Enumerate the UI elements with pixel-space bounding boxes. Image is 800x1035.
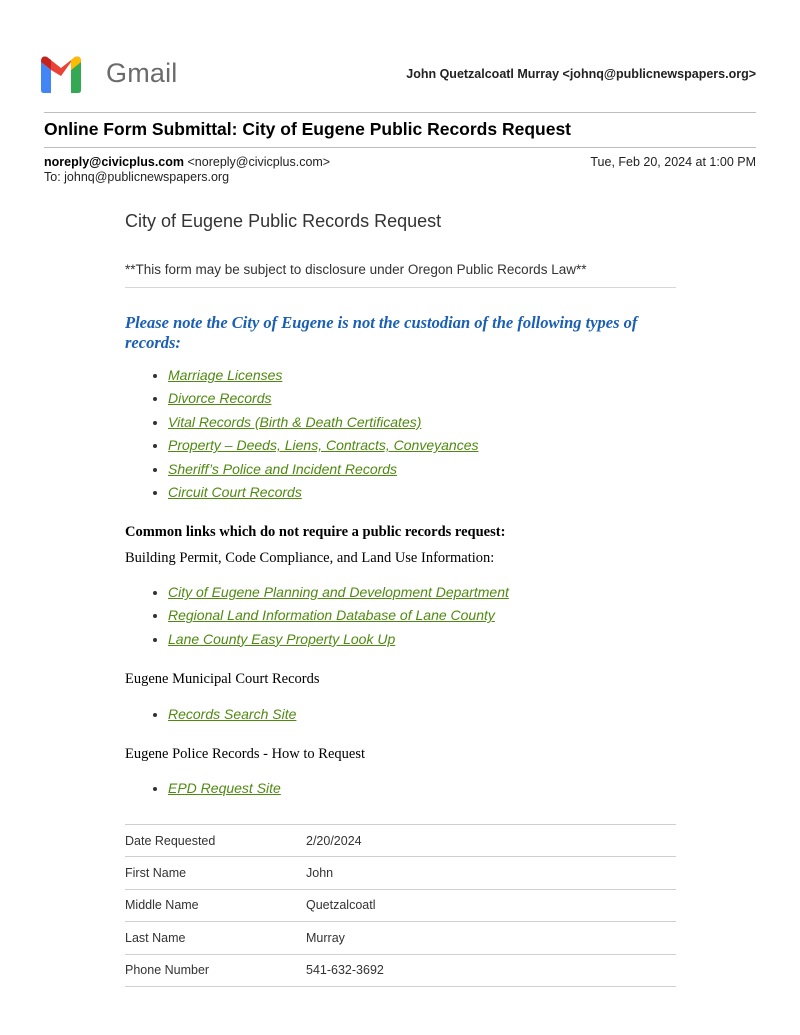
planning-department-link[interactable]: City of Eugene Planning and Development Department xyxy=(168,584,509,600)
field-label: Date Requested xyxy=(125,825,306,857)
not-custodian-list xyxy=(150,366,479,506)
sender xyxy=(44,155,330,169)
subject-divider xyxy=(44,147,756,148)
court-links-list xyxy=(150,705,296,728)
table-row xyxy=(125,857,676,889)
gmail-logo xyxy=(38,52,178,94)
gmail-m-icon xyxy=(38,52,84,94)
police-heading: Eugene Police Records - How to Request xyxy=(125,746,366,762)
list-item xyxy=(168,483,479,506)
email-date: Tue, Feb 20, 2024 at 1:00 PM xyxy=(590,155,756,169)
list-item xyxy=(168,630,509,653)
custodian-notice: Please note the City of Eugene is not the custodian of the following types of records: xyxy=(125,313,638,352)
common-links-heading: Common links which do not require a public records request: xyxy=(125,524,506,540)
court-heading: Eugene Municipal Court Records xyxy=(125,671,320,687)
building-heading: Building Permit, Code Compliance, and Land Use Information: xyxy=(125,550,495,566)
list-item xyxy=(168,366,479,389)
vital-records-link[interactable]: Vital Records (Birth & Death Certificates) xyxy=(168,413,422,430)
sender-detail: <noreply@civicplus.com> xyxy=(187,155,331,169)
submission-fields xyxy=(125,824,676,987)
field-label: Phone Number xyxy=(125,954,306,986)
list-item xyxy=(168,413,479,436)
list-item xyxy=(168,389,479,412)
gmail-header xyxy=(38,52,756,96)
table-row xyxy=(125,825,676,857)
field-label: Last Name xyxy=(125,922,306,954)
gmail-wordmark: Gmail xyxy=(106,57,178,88)
sender-address[interactable]: noreply@civicplus.com xyxy=(44,155,185,169)
recipient: To: johnq@publicnewspapers.org xyxy=(44,170,230,184)
property-lookup-link[interactable]: Lane County Easy Property Look Up xyxy=(168,630,396,647)
list-item xyxy=(168,436,479,459)
building-links-list xyxy=(150,583,509,653)
circuit-court-link[interactable]: Circuit Court Records xyxy=(168,483,302,500)
form-title: City of Eugene Public Records Request xyxy=(125,211,442,231)
divorce-records-link[interactable]: Divorce Records xyxy=(168,390,272,407)
list-item xyxy=(168,460,479,483)
field-label: First Name xyxy=(125,857,306,889)
police-links-list xyxy=(150,779,281,802)
form-divider xyxy=(125,287,676,288)
marriage-licenses-link[interactable]: Marriage Licenses xyxy=(168,367,283,383)
property-records-link[interactable]: Property – Deeds, Liens, Contracts, Conveyances xyxy=(168,437,479,454)
list-item xyxy=(168,779,281,802)
field-value: Quetzalcoatl xyxy=(306,889,676,921)
field-value: John xyxy=(306,857,676,889)
field-label: Middle Name xyxy=(125,889,306,921)
email-subject: Online Form Submittal: City of Eugene Public Records Request xyxy=(44,119,572,139)
table-row xyxy=(125,954,676,986)
list-item xyxy=(168,606,509,629)
field-value: 2/20/2024 xyxy=(306,825,676,857)
field-value: 541-632-3692 xyxy=(306,954,676,986)
list-item xyxy=(168,583,509,606)
records-search-link[interactable]: Records Search Site xyxy=(168,706,297,722)
header-divider xyxy=(44,112,756,113)
table-row xyxy=(125,889,676,921)
epd-request-link[interactable]: EPD Request Site xyxy=(168,780,281,796)
sheriff-records-link[interactable]: Sheriff’s Police and Incident Records xyxy=(168,460,398,477)
disclosure-note: **This form may be subject to disclosure under Oregon Public Records Law** xyxy=(125,262,587,277)
table-row xyxy=(125,922,676,954)
account-name: John Quetzalcoatl Murray <johnq@publicnewspapers.org> xyxy=(406,67,756,81)
list-item xyxy=(168,705,296,728)
land-information-link[interactable]: Regional Land Information Database of Lane County xyxy=(168,607,495,624)
field-value: Murray xyxy=(306,922,676,954)
